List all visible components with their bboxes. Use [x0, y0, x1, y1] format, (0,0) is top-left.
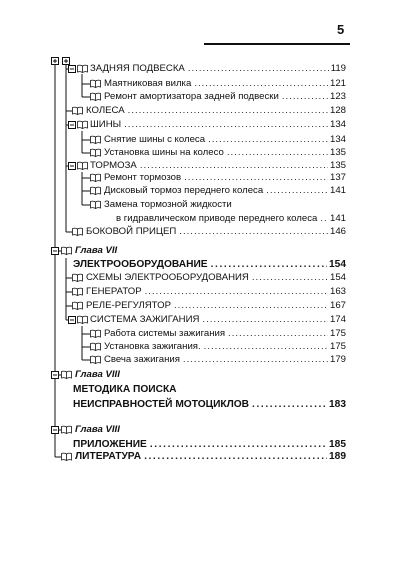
toc-entry-tire-removal[interactable]: Снятие шины с колеса ..... 134 — [104, 134, 346, 145]
book-icon — [72, 301, 83, 310]
toc-entry-generator[interactable]: ГЕНЕРАТОР ..... 163 — [86, 286, 346, 297]
expand-box-icon[interactable] — [51, 426, 59, 434]
book-icon — [90, 173, 101, 182]
book-icon — [61, 370, 72, 379]
toc-entry-ignition-timing[interactable]: Установка зажигания. ..... 175 — [104, 341, 346, 352]
book-icon — [90, 135, 101, 144]
toc-entry-sidecar[interactable]: БОКОВОЙ ПРИЦЕП ..... 146 — [86, 226, 346, 237]
toc-entry-ignition-operation[interactable]: Работа системы зажигания ..... 175 — [104, 328, 346, 339]
book-icon — [90, 92, 101, 101]
book-icon — [61, 452, 72, 461]
chapter-7-label[interactable]: Глава VII — [75, 245, 118, 256]
book-icon — [72, 106, 83, 115]
expand-box-icon[interactable] — [51, 57, 59, 65]
page-number: 5 — [337, 22, 345, 37]
expand-box-icon[interactable] — [68, 316, 76, 324]
book-icon — [90, 148, 101, 157]
expand-box-icon[interactable] — [51, 247, 59, 255]
toc-entry-brake-fluid-line2[interactable]: в гидравлическом приводе переднего колеса ..... 141 — [116, 213, 346, 224]
toc-entry-tire-install[interactable]: Установка шины на колесо ..... 135 — [104, 147, 346, 158]
book-icon — [77, 120, 88, 129]
toc-entry-electrical[interactable]: ЭЛЕКТРООБОРУДОВАНИЕ ..... 154 — [73, 259, 346, 270]
book-icon — [77, 161, 88, 170]
book-icon — [77, 315, 88, 324]
toc-entry-rear-suspension[interactable]: ЗАДНЯЯ ПОДВЕСКА ..... 119 — [90, 63, 346, 74]
book-icon — [72, 287, 83, 296]
expand-box-icon[interactable] — [51, 371, 59, 379]
toc-entry-disc-brake[interactable]: Дисковый тормоз переднего колеса ..... 141 — [104, 185, 346, 196]
toc-entry-wiring-diagrams[interactable]: СХЕМЫ ЭЛЕКТРООБОРУДОВАНИЯ ..... 154 — [86, 272, 346, 283]
book-icon — [72, 227, 83, 236]
chapter-8-appendix-label[interactable]: Глава VIII — [75, 424, 120, 435]
toc-entry-regulator[interactable]: РЕЛЕ-РЕГУЛЯТОР ..... 167 — [86, 300, 346, 311]
toc-entry-ignition-system[interactable]: СИСТЕМА ЗАЖИГАНИЯ ..... 174 — [90, 314, 346, 325]
expand-box-icon[interactable] — [62, 57, 70, 65]
expand-box-icon[interactable] — [68, 65, 76, 73]
toc-entry-tires[interactable]: ШИНЫ ..... 134 — [90, 119, 346, 130]
expand-box-icon[interactable] — [68, 162, 76, 170]
chapter-8-label[interactable]: Глава VIII — [75, 369, 120, 380]
toc-entry-wheels[interactable]: КОЛЕСА ..... 128 — [86, 105, 346, 116]
book-icon — [90, 342, 101, 351]
book-icon — [90, 79, 101, 88]
toc-entry-literature[interactable]: ЛИТЕРАТУРА ..... 189 — [75, 451, 346, 462]
toc-entry-spark-plug[interactable]: Свеча зажигания ..... 179 — [104, 354, 346, 365]
book-icon — [90, 186, 101, 195]
toc-entry-shock-repair[interactable]: Ремонт амортизатора задней подвески ..... 123 — [104, 91, 346, 102]
toc-entry-troubleshooting-line2[interactable]: НЕИСПРАВНОСТЕЙ МОТОЦИКЛОВ ..... 183 — [73, 399, 346, 410]
toc-entry-swingarm[interactable]: Маятниковая вилка ..... 121 — [104, 78, 346, 89]
expand-box-icon[interactable] — [68, 121, 76, 129]
book-icon — [90, 329, 101, 338]
toc-entry-appendix[interactable]: ПРИЛОЖЕНИЕ ..... 185 — [73, 439, 346, 450]
book-icon — [90, 355, 101, 364]
book-icon — [72, 273, 83, 282]
book-icon — [61, 425, 72, 434]
toc-entry-brake-fluid-line1[interactable]: Замена тормозной жидкости — [104, 199, 232, 210]
toc-entry-brake-repair[interactable]: Ремонт тормозов ..... 137 — [104, 172, 346, 183]
book-icon — [77, 64, 88, 73]
book-icon — [61, 246, 72, 255]
toc-entry-troubleshooting-line1[interactable]: МЕТОДИКА ПОИСКА — [73, 384, 177, 395]
book-icon — [90, 200, 101, 209]
toc-entry-brakes[interactable]: ТОРМОЗА ..... 135 — [90, 160, 346, 171]
